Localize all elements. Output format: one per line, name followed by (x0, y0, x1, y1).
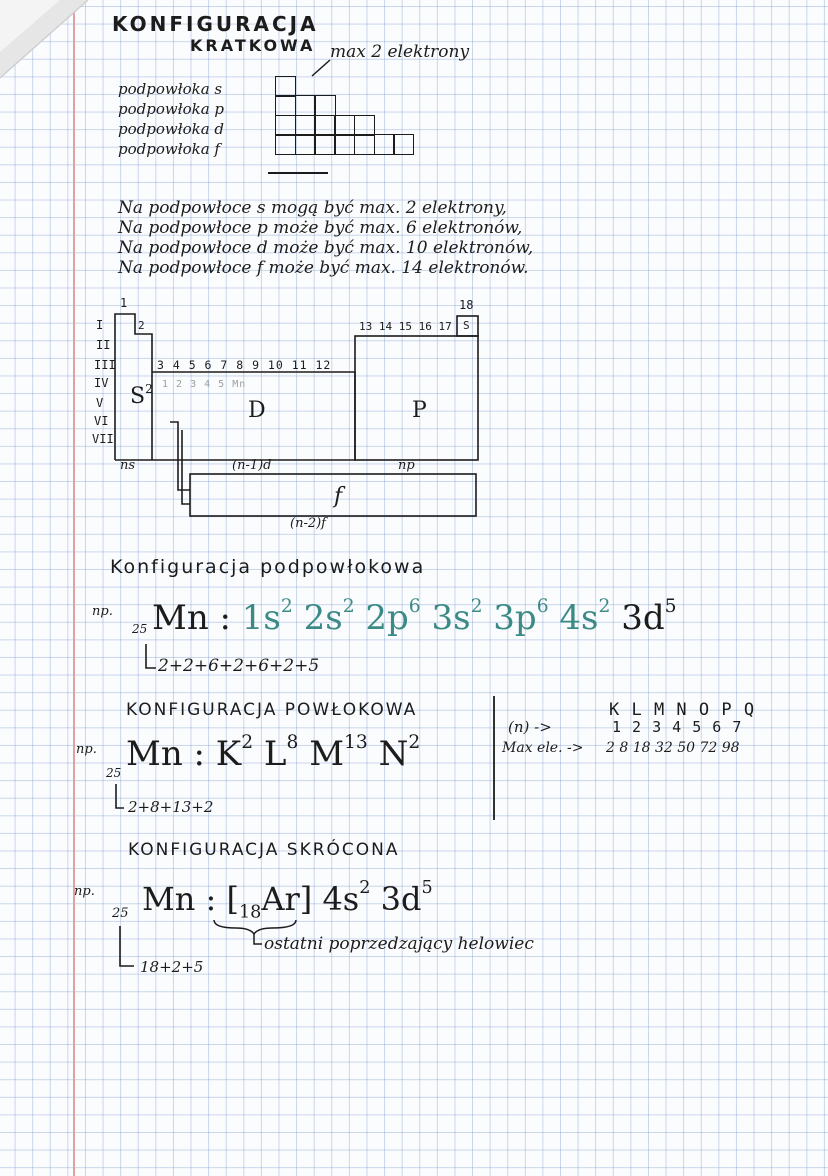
config-term: $K^2$ (215, 732, 254, 774)
capacity-line-s: Na podpowłoce s mogą być max. 2 elektrony, (118, 198, 507, 218)
group-labels-13-17: 13 14 15 16 17 (359, 320, 452, 333)
heading-powlokowa: KONFIGURACJA POWŁOKOWA (126, 700, 418, 720)
max-electrons-note: max 2 elektrony (330, 42, 470, 62)
period-label-1: I (96, 318, 104, 332)
d-electron-count: 1 2 3 4 5 Mn (162, 379, 247, 390)
axis-label-np: np (398, 458, 415, 473)
config-term: $2p^6$ (365, 596, 421, 638)
heading-kratkowa-line2: KRATKOWA (190, 36, 316, 55)
axis-label-n-1-d: (n-1)d (232, 458, 272, 473)
group-s-helium: S (463, 319, 470, 332)
capacity-line-f: Na podpowłoce f może być max. 14 elektronów. (118, 258, 529, 278)
example2-np-label: np. (76, 742, 97, 757)
axis-label-ns: ns (120, 458, 136, 473)
capacity-line-d: Na podpowłoce d może być max. 10 elektronów, (118, 238, 534, 258)
group-label-2: 2 (138, 319, 145, 332)
example3-sum: 18+2+5 (140, 958, 204, 976)
example3-np-label: np. (74, 884, 95, 899)
config-term: $1s^2$ (241, 596, 293, 638)
example1-np-label: np. (92, 604, 113, 619)
shell-n-label: (n) -> (508, 718, 552, 736)
heading-kratkowa-line1: KONFIGURACJA (112, 12, 319, 36)
example1-atomic-number: 25 (132, 622, 148, 636)
config-term: $3p^6$ (493, 596, 549, 638)
config-term: $N^2$ (378, 732, 421, 774)
group-label-18: 18 (459, 298, 474, 312)
axis-label-n-2-f: (n-2)f (290, 516, 326, 531)
period-label-5: V (96, 396, 104, 410)
example3-formula: Mn : $[_{18}Ar]$ $4s^2$ $3d^5$ (142, 878, 433, 923)
example2-atomic-number: 25 (106, 766, 122, 780)
config-term: $2s^2$ (303, 596, 355, 638)
period-label-6: VI (94, 414, 109, 428)
period-label-2: II (96, 338, 111, 352)
subshell-label-p: podpowłoka p (118, 100, 225, 118)
block-label-p: P (412, 398, 427, 423)
block-label-s: $S^2$ (130, 382, 153, 409)
config-term: $3s^2$ (431, 596, 483, 638)
heading-podpowlokowa: Konfiguracja podpowłokowa (110, 556, 426, 578)
config-term: $M^{13}$ (309, 732, 368, 774)
example3-symbol: Mn : (142, 880, 217, 918)
shell-n-values: 1 2 3 4 5 6 7 (612, 718, 743, 736)
capacity-line-p: Na podpowłoce p może być max. 6 elektronów, (118, 218, 523, 238)
config-term: $3d^5$ (621, 596, 677, 638)
shell-letters: K L M N O P Q (609, 700, 756, 720)
example3-note: ostatni poprzedzający helowiec (264, 934, 534, 954)
example3-atomic-number: 25 (112, 906, 129, 921)
config-term: $4s^2$ (559, 596, 611, 638)
group-label-1: 1 (120, 296, 128, 310)
shell-max-values: 2 8 18 32 50 72 98 (606, 740, 740, 756)
block-label-d: D (248, 398, 266, 423)
period-label-4: IV (94, 376, 109, 390)
example1-symbol: Mn : (152, 598, 231, 638)
example2-symbol: Mn : (126, 734, 205, 774)
core-bracket: $[_{18}Ar]$ (226, 880, 313, 923)
subshell-label-f: podpowłoka f (118, 140, 220, 158)
period-label-7: VII (92, 432, 114, 446)
heading-skrocona: KONFIGURACJA SKRÓCONA (128, 840, 400, 860)
period-label-3: III (94, 358, 116, 372)
shell-max-label: Max ele. -> (502, 740, 584, 756)
config-term: $L^8$ (263, 732, 299, 774)
block-label-f: f (334, 484, 343, 509)
group-labels-3-12: 3 4 5 6 7 8 9 10 11 12 (157, 358, 332, 372)
example1-sum: 2+2+6+2+6+2+5 (158, 656, 320, 676)
subshell-label-d: podpowłoka d (118, 120, 225, 138)
example2-sum: 2+8+13+2 (128, 798, 214, 816)
subshell-label-s: podpowłoka s (118, 80, 223, 98)
